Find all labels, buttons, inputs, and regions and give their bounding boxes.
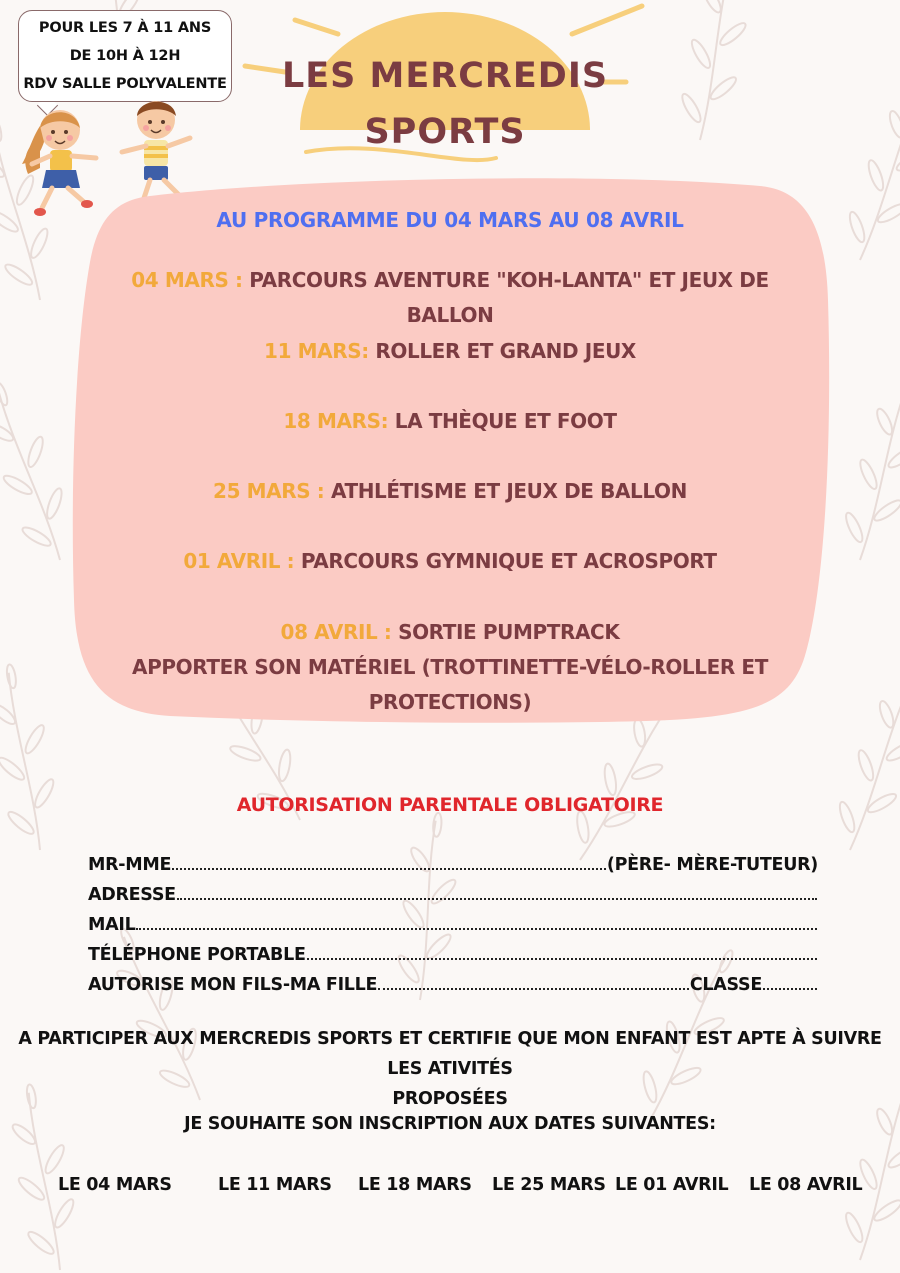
title-line-2: SPORTS — [364, 112, 526, 152]
date-option-11-mars[interactable]: LE 11 MARS — [218, 1175, 332, 1195]
parent-name-field[interactable] — [172, 848, 606, 870]
program-date: 18 MARS: — [283, 409, 395, 433]
mail-field[interactable] — [136, 908, 817, 930]
program-item-1 — [100, 263, 800, 333]
program-activity: SORTIE PUMPTRACK — [398, 620, 620, 644]
class-field[interactable] — [763, 968, 817, 990]
address-line — [88, 878, 818, 906]
title-line-1: LES MERCREDIS — [281, 56, 609, 96]
info-line-age: POUR LES 7 À 11 ANS — [38, 20, 212, 36]
program-activity: ROLLER ET GRAND JEUX — [375, 339, 636, 363]
mail-label: MAIL — [88, 915, 136, 935]
certify-line-1: A PARTICIPER AUX MERCREDIS SPORTS ET CERTIFIE QUE MON ENFANT EST APTE À SUIVRE LES ATIVITÉS — [18, 1029, 882, 1079]
certify-text — [10, 1024, 890, 1114]
info-line-place: RDV SALLE POLYVALENTE — [23, 76, 227, 92]
program-activity: PARCOURS AVENTURE "KOH-LANTA" ET JEUX DE BALLON — [249, 268, 769, 327]
program-note-line-1: APPORTER SON MATÉRIEL (TROTTINETTE-VÉLO-ROLLER ET — [132, 655, 768, 679]
parent-name-line — [88, 848, 818, 876]
program-note-line-2: PROTECTIONS) — [368, 690, 532, 714]
program-activity: ATHLÉTISME ET JEUX DE BALLON — [330, 479, 687, 503]
program-date: 01 AVRIL : — [183, 549, 301, 573]
phone-label: TÉLÉPHONE PORTABLE — [88, 945, 306, 965]
program-date: 11 MARS: — [264, 339, 376, 363]
mail-line — [88, 908, 818, 936]
program-item-6 — [100, 615, 800, 720]
program-heading: AU PROGRAMME DU 04 MARS AU 08 AVRIL — [216, 208, 684, 232]
program-date: 08 AVRIL : — [280, 620, 399, 644]
child-label: AUTORISE MON FILS-MA FILLE — [88, 975, 378, 995]
program-item-5 — [100, 544, 800, 579]
program-item-4 — [100, 474, 800, 509]
address-field[interactable] — [177, 878, 817, 900]
date-option-04-mars[interactable]: LE 04 MARS — [58, 1175, 172, 1195]
date-option-18-mars[interactable]: LE 18 MARS — [358, 1175, 472, 1195]
registration-wish: JE SOUHAITE SON INSCRIPTION AUX DATES SUIVANTES: — [184, 1114, 716, 1134]
program-item-2 — [100, 334, 800, 369]
program-activity: LA THÈQUE ET FOOT — [394, 409, 617, 433]
date-option-25-mars[interactable]: LE 25 MARS — [492, 1175, 606, 1195]
parent-name-label: MR-MME — [88, 855, 172, 875]
program-activity: PARCOURS GYMNIQUE ET ACROSPORT — [300, 549, 717, 573]
phone-field[interactable] — [307, 938, 817, 960]
parent-name-suffix: (PÈRE- MÈRE-TUTEUR) — [606, 855, 818, 875]
info-line-time: DE 10H À 12H — [69, 48, 181, 64]
child-name-field[interactable] — [378, 968, 689, 990]
address-label: ADRESSE — [88, 885, 176, 905]
authorization-title: AUTORISATION PARENTALE OBLIGATOIRE — [236, 794, 664, 816]
child-line — [88, 968, 818, 996]
program-date: 04 MARS : — [131, 268, 250, 292]
date-option-01-avril[interactable]: LE 01 AVRIL — [615, 1175, 729, 1195]
program-date: 25 MARS : — [213, 479, 331, 503]
program-item-3 — [100, 404, 800, 439]
phone-line — [88, 938, 818, 966]
certify-line-2: PROPOSÉES — [392, 1089, 508, 1109]
date-option-08-avril[interactable]: LE 08 AVRIL — [749, 1175, 863, 1195]
class-label: CLASSE — [689, 975, 762, 995]
